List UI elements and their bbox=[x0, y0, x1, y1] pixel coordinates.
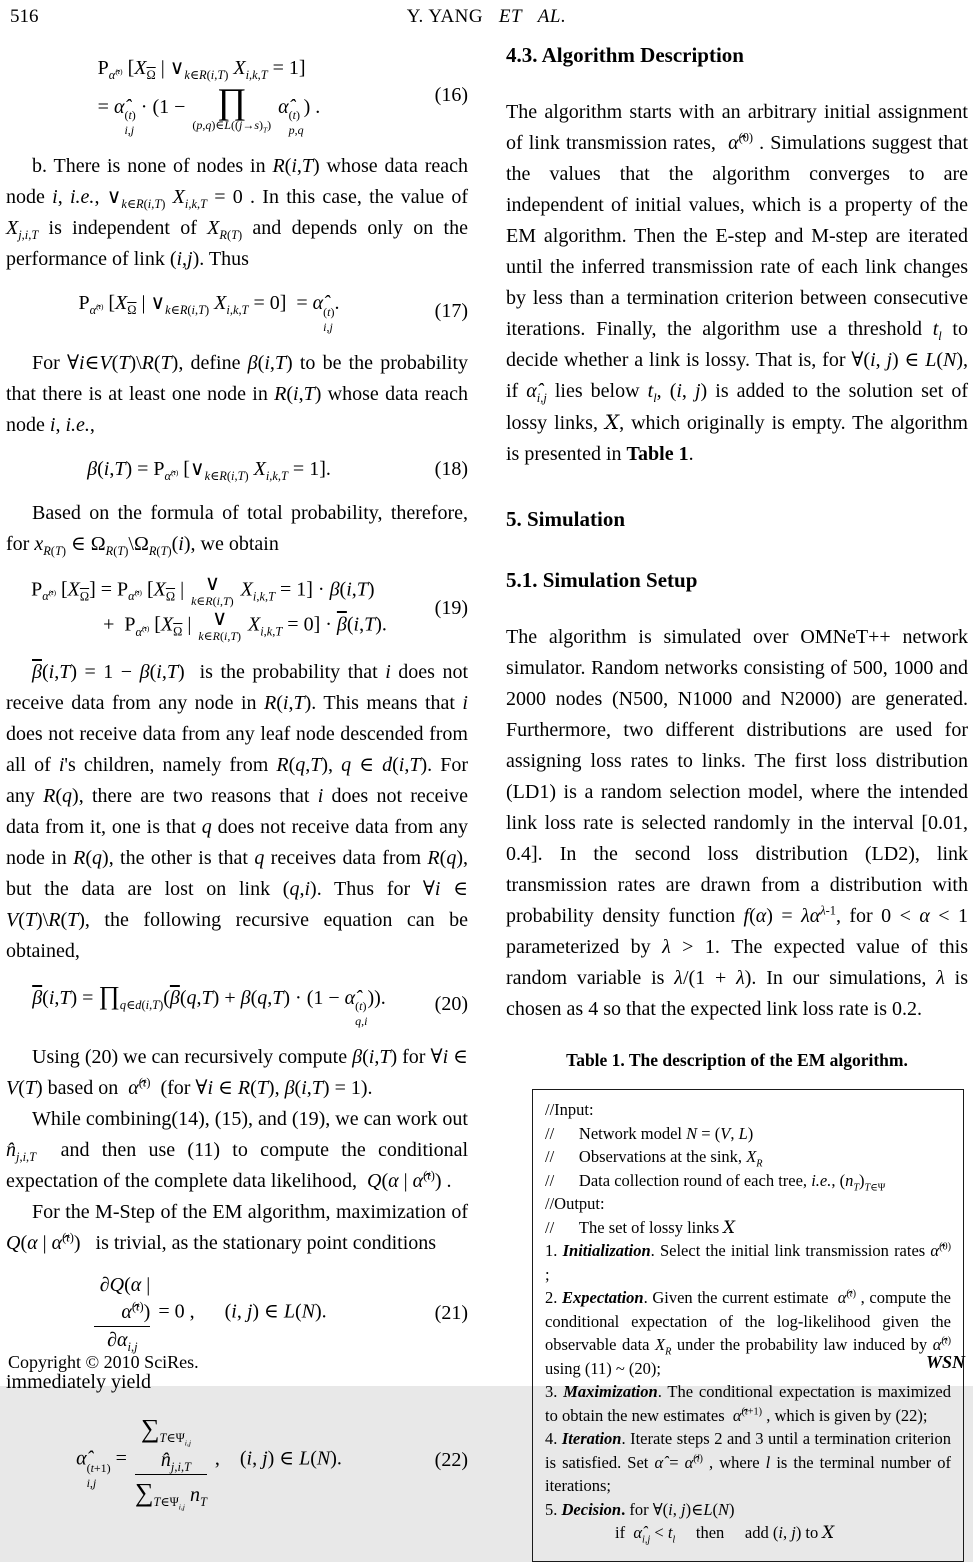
paragraph-total-probability: Based on the formula of total probability, therefore, for $x_{R(T)}$ ∈ $\Omega_{R(T)}\backslash\Omega_{R(T)}(i)$, we obtain bbox=[6, 502, 468, 559]
equation-number: (16) bbox=[434, 84, 468, 107]
table-step-initialization: 1. Initialization. Select the initial link transmission rates α̂$^{(0)}$ ; bbox=[545, 1241, 952, 1284]
equation-number: (17) bbox=[434, 300, 468, 323]
page-number: 516 bbox=[10, 6, 39, 27]
running-title: Y. YANG ET AL. bbox=[406, 6, 567, 27]
paragraph-using-20: Using (20) we can recursively compute β(i,T) for ∀i ∈ V(T) based on α̂$^{(t)}$ (for ∀i ∈ R(T), β(i,T) = 1). bbox=[6, 1046, 468, 1100]
table-step-iteration: 4. Iteration. Iterate steps 2 and 3 until a termination criterion is satisfied. Set α̂ = α̂$^{(l)}$ , where l is the terminal number of iterations; bbox=[545, 1429, 952, 1495]
equation-17-body: $P_{\alphâ^{(t)}}$ [$X_{\overline{\Omega}}$ | $\vee_{k\in R(i,T)}$ $X_{i,k,T} = 0$] = α̂ (t) i,j . bbox=[78, 292, 340, 335]
equation-19-body: $P_{\alphâ^{(t)}}$ $[X_{\overline{\Omega}}] = P_{\alphâ^{(t)}}$ [$X_{\overline{\Omega}}$ | ∨ k∈R(i,T) $X_{i,k,T} = 1] \cdot \beta(i,T)$ + $P_{\alphâ^{(t)}}$ [$X_{\overline{\Omega}}$ | ∨ k∈R(i,T) $X_{i,k,T} = 0] \cdot \overline{\beta}(i,T)$. bbox=[31, 571, 387, 644]
equation-20 bbox=[6, 980, 468, 1030]
equation-22 bbox=[6, 1411, 468, 1512]
equation-18 bbox=[6, 454, 468, 485]
paragraph-simulation-setup: The algorithm is simulated over OMNeT++ network simulator. Random networks consisting of 500, 1000 and 2000 nodes (N500, N1000 and N2000) are generated. Furthermore, two different distributions are used for assigning loss rates to links. The first loss distribution (LD1) is a random selection model, where the intended link loss rate is selected randomly in the interval [0.01, 0.4]. In the second loss distribution (LD2), link transmission rates are drawn from a distribution with probability density function $f(\alpha) = \lambda\alpha^{\lambda-1}$, for 0 < α < 1 parameterized by λ > 1. The expected value of this random variable is λ/(1 + λ). In our simulations, λ is chosen as 4 so that the expected link loss rate is 0.2. bbox=[506, 626, 969, 1020]
equation-22-body: α̂ (t+1) i,j = $\frac{\sum_{T\in\Psi_{i,j}} n̂_{j,i,T}}{\sum_{T\in\Psi_{i,j}} n_T}$ , (i, j) ∈ L(N). bbox=[76, 1414, 342, 1512]
table-line-output: //Output: bbox=[545, 1194, 605, 1213]
paragraph-immediately-yield: immediately yield bbox=[6, 1371, 151, 1394]
section-heading-5: 5. Simulation bbox=[506, 507, 626, 531]
equation-21 bbox=[6, 1272, 468, 1354]
paragraph-algorithm-description: The algorithm starts with an arbitrary initial assignment of link transmission rates, α̂$^{(0)}$ . Simulations suggest that the values that the algorithm converges to are independent of initial values, which is a property of the EM algorithm. Then the E-step and M-step are iterated until the inferred transmission rate of each link changes by less than a termination criterion between consecutive iterations. Finally, the algorithm use a threshold $t_l$ to decide whether a link is lossy. That is, for ∀(i, j) ∈ L(N), if $\alphâ_{i,j}$ lies below $t_l$, (i, j) is added to the solution set of lossy links, X, which originally is empty. The algorithm is presented in Table 1. bbox=[506, 101, 969, 465]
equation-20-body: $\overline{\beta}(i,T)$ = $\prod_{q\in d(i,T)}(\overline{\beta}(q,T) + \beta(q,T) \cdot (1$ − α̂ (t) q,i )). bbox=[32, 980, 386, 1029]
table-1-caption: Table 1. The description of the EM algorithm. bbox=[566, 1050, 908, 1070]
equation-number: (21) bbox=[434, 1301, 468, 1324]
section-heading-4-3: 4.3. Algorithm Description bbox=[506, 43, 744, 67]
copyright-notice: Copyright © 2010 SciRes. bbox=[8, 1352, 199, 1372]
equation-21-body: $\frac{\partial Q(\alpha | \alphâ^{(t)})}{\partial\alpha_{i,j}}$ = 0 , (i, j) ∈ L(N). bbox=[6, 1272, 412, 1354]
journal-abbreviation: WSN bbox=[925, 1352, 965, 1372]
equation-18-body: $\beta(i,T) = P_{\alphâ^{(t)}}$ [$\vee_{k\in R(i,T)}$ $X_{i,k,T} = 1$]. bbox=[87, 458, 331, 484]
table-line-observations: // Observations at the sink, $X_R$ bbox=[545, 1147, 763, 1170]
table-line-data-collection: // Data collection round of each tree, i.e., $(n_T)_{T\in\Psi}$ bbox=[545, 1170, 886, 1193]
equation-19 bbox=[6, 573, 468, 644]
equation-number: (22) bbox=[434, 1449, 468, 1472]
paragraph-case-b: b. There is none of nodes in R(i,T) whose data reach node i, i.e., $\vee_{k\in R(i,T)}$ $X_{i,k,T} = 0$ . In this case, the value of $X_{j,i,T}$ is independent of $X_{R(T)}$ and depends only on the performance of link (i,j). Thus bbox=[6, 155, 469, 271]
table-decision-rule: if $\alphâ_{i,j} < t_l$ then add (i, j) to X bbox=[615, 1523, 835, 1546]
table-1-algorithm-box bbox=[532, 1089, 964, 1562]
table-line-input: //Input: bbox=[545, 1100, 594, 1119]
right-column bbox=[506, 40, 968, 1562]
left-column bbox=[6, 40, 468, 1523]
table-step-expectation: 2. Expectation. Given the current estimate α̂$^{(t)}$ , compute the conditional expectation of the log-likelihood given the observable data $X_R$ under the probability law induced by α̂$^{(t)}$ using (11) ~ (20); bbox=[545, 1288, 952, 1378]
equation-16-body: $P_{\alphâ^{(t)}}$ [$X_{\overline{\Omega}}$ | $\vee_{k\in R(i,T)}$ $X_{i,k,T} = 1$] = α̂ (t) i,j · (1 − ∏ $(p,q)\in L((j\to s)_T)$ α̂ (t) p,q ) . bbox=[97, 57, 321, 138]
table-line-lossy-links: // The set of lossy links X bbox=[545, 1217, 736, 1237]
table-step-maximization: 3. Maximization. The conditional expectation is maximized to obtain the new estimates α̂$^{(t+1)}$ , which is given by (22); bbox=[545, 1382, 952, 1425]
equation-number: (18) bbox=[434, 458, 468, 481]
equation-number: (19) bbox=[434, 596, 468, 619]
table-step-decision: 5. Decision. for ∀(i, j)∈L(N) bbox=[545, 1499, 735, 1519]
section-heading-5-1: 5.1. Simulation Setup bbox=[506, 568, 698, 592]
running-header bbox=[0, 6, 973, 32]
paragraph-while-combining: While combining(14), (15), and (19), we can work out $n̂_{j,i,T}$ and then use (11) to compute the conditional expectation of the complete data likelihood, Q(α | α̂$^{(t)}$) . bbox=[6, 1108, 468, 1193]
paragraph-beta-bar: $\overline{\beta}(i,T) = 1 - \beta(i,T)$ is the probability that i does not receive data from any node in R(i,T). This means that i does not receive data from any leaf node descended from all of i's children, namely from R(q,T), q ∈ d(i,T). For any R(q), there are two reasons that i does not receive data from it, one is that q does not receive data from any node in R(q), the other is that q receives data from R(q), but the data are lost on link (q,i). Thus for ∀i ∈ V(T)\R(T), the following recursive equation can be obtained, bbox=[6, 660, 469, 962]
paragraph-define-beta: For ∀i∈V(T)\R(T), define β(i,T) to be the probability that there is at least one node in R(i,T) whose data reach node i, i.e., bbox=[6, 352, 469, 437]
equation-16 bbox=[6, 53, 468, 138]
equation-number: (20) bbox=[434, 993, 468, 1016]
table-line-network-model: // Network model N = (V, L) bbox=[545, 1123, 754, 1143]
paragraph-m-step: For the M-Step of the EM algorithm, maximization of Q(α | α̂$^{(t)}$) is trivial, as the stationary point conditions bbox=[6, 1201, 468, 1255]
equation-17 bbox=[6, 288, 468, 335]
